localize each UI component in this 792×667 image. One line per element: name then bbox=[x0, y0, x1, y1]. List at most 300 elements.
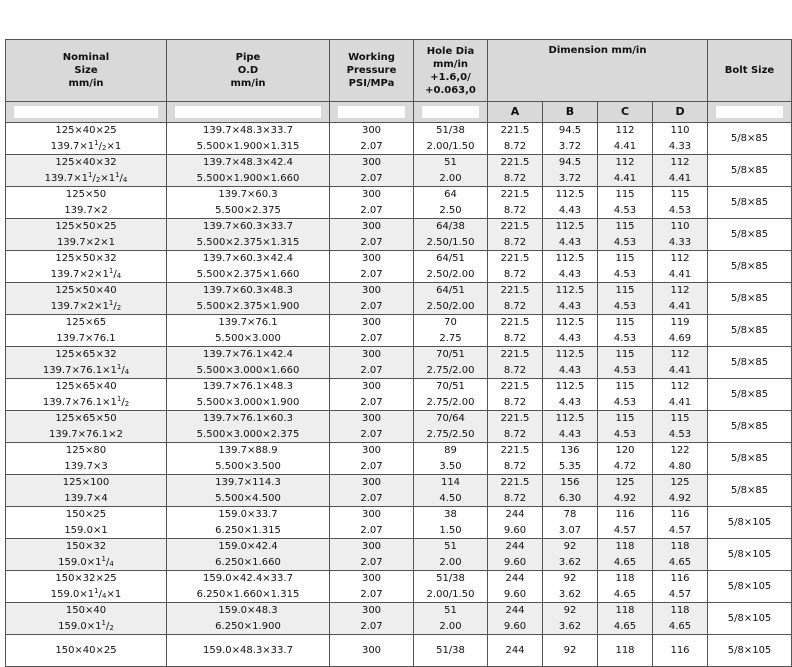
working-pressure-cell-in: 2.07 bbox=[360, 204, 383, 216]
hole-dia-cell-in: 3.50 bbox=[439, 460, 462, 472]
dimension-a-cell bbox=[488, 603, 543, 635]
nominal-size-cell bbox=[6, 443, 167, 475]
nominal-size-cell bbox=[6, 155, 167, 187]
dimension-a-cell-in: 8.72 bbox=[503, 364, 527, 376]
hole-dia-cell-mm: 70/51 bbox=[436, 349, 465, 360]
hole-dia-cell-in: 2.75/2.50 bbox=[426, 428, 475, 440]
bolt-size-cell: 5/8×85 bbox=[708, 315, 792, 347]
nominal-size-cell-mm: 125×50×40 bbox=[55, 285, 117, 296]
subheader-a: A bbox=[488, 102, 543, 123]
dimension-b-cell bbox=[543, 571, 598, 603]
nominal-size-cell-in: $139.7\times 76.1\times 1^1/_4$ bbox=[42, 362, 130, 376]
hole-dia-cell bbox=[414, 283, 488, 315]
dimension-d-cell-in: 4.53 bbox=[668, 428, 692, 440]
dimension-a-cell-mm: 221.5 bbox=[500, 285, 530, 296]
dimension-d-cell-in: 4.57 bbox=[668, 588, 692, 600]
dimension-b-cell bbox=[543, 411, 598, 443]
table-row bbox=[6, 219, 792, 251]
dimension-c-cell-mm: 115 bbox=[615, 253, 635, 264]
hole-dia-cell bbox=[414, 315, 488, 347]
pipe-od-cell bbox=[167, 219, 330, 251]
dimension-b-cell-in: 4.43 bbox=[558, 396, 582, 408]
bolt-size-cell: 5/8×105 bbox=[708, 507, 792, 539]
hole-dia-cell-mm: 51 bbox=[444, 605, 457, 616]
dimension-c-cell bbox=[598, 379, 653, 411]
hole-dia-cell-mm: 51 bbox=[444, 541, 457, 552]
table-body bbox=[6, 123, 792, 667]
dimension-d-cell-mm: 119 bbox=[670, 317, 690, 328]
header-hole-dia: Hole Dia mm/in +1.6,0/ +0.063,0 bbox=[414, 40, 488, 102]
hole-dia-cell-in: 2.75/2.00 bbox=[426, 396, 475, 408]
dimension-d-cell-in: 4.65 bbox=[668, 556, 692, 568]
dimension-b-cell-in: 3.62 bbox=[558, 588, 582, 600]
dimension-a-cell bbox=[488, 635, 543, 667]
dimension-b-cell-in: 3.72 bbox=[558, 140, 582, 152]
hole-dia-cell-in: 2.00 bbox=[439, 620, 462, 632]
table-row bbox=[6, 507, 792, 539]
working-pressure-cell-in: 2.07 bbox=[360, 460, 383, 472]
pipe-od-cell-mm: 159.0×42.4×33.7 bbox=[203, 573, 293, 584]
dimension-a-cell-in: 8.72 bbox=[503, 332, 527, 344]
dimension-b-cell-mm: 112.5 bbox=[555, 285, 585, 296]
subheader-blank bbox=[708, 102, 792, 123]
working-pressure-cell bbox=[330, 347, 414, 379]
dimension-c-cell bbox=[598, 475, 653, 507]
dimension-d-cell-mm: 122 bbox=[670, 445, 690, 456]
hole-dia-cell-mm: 70/51 bbox=[436, 381, 465, 392]
hole-dia-cell-mm: 64 bbox=[444, 189, 457, 200]
dimension-d-cell bbox=[653, 411, 708, 443]
dimension-d-cell-mm: 115 bbox=[670, 189, 690, 200]
working-pressure-cell-mm: 300 bbox=[361, 253, 382, 264]
dimension-d-cell bbox=[653, 251, 708, 283]
hole-dia-cell bbox=[414, 347, 488, 379]
dimension-a-cell bbox=[488, 187, 543, 219]
dimension-c-cell-mm: 115 bbox=[615, 413, 635, 424]
dimension-b-cell-in: 6.30 bbox=[558, 492, 582, 504]
nominal-size-cell-mm: 150×32×25 bbox=[55, 573, 117, 584]
working-pressure-cell-mm: 300 bbox=[361, 317, 382, 328]
dimension-c-cell-mm: 115 bbox=[615, 317, 635, 328]
working-pressure-cell-in: 2.07 bbox=[360, 396, 383, 408]
pipe-od-cell-mm: 139.7×60.3×33.7 bbox=[203, 221, 293, 232]
bolt-size-cell: 5/8×85 bbox=[708, 187, 792, 219]
dimension-c-cell-mm: 115 bbox=[615, 189, 635, 200]
nominal-size-cell bbox=[6, 475, 167, 507]
hole-dia-cell-mm: 64/38 bbox=[436, 221, 465, 232]
dimension-b-cell-in: 4.43 bbox=[558, 428, 582, 440]
pipe-od-cell-mm: 139.7×60.3×48.3 bbox=[203, 285, 293, 296]
working-pressure-cell bbox=[330, 187, 414, 219]
pipe-od-cell bbox=[167, 603, 330, 635]
working-pressure-cell-mm: 300 bbox=[361, 445, 382, 456]
nominal-size-cell-mm: 125×65 bbox=[65, 317, 107, 328]
working-pressure-cell bbox=[330, 315, 414, 347]
pipe-od-cell-in: 5.500×2.375×1.900 bbox=[196, 300, 300, 312]
dimension-d-cell-in: 4.69 bbox=[668, 332, 692, 344]
working-pressure-cell-in: 2.07 bbox=[360, 172, 383, 184]
pipe-od-cell-in: 5.500×2.375×1.315 bbox=[196, 236, 300, 248]
dimension-c-cell bbox=[598, 635, 653, 667]
dimension-b-cell-mm: 92 bbox=[563, 605, 577, 616]
dimension-d-cell-in: 4.41 bbox=[668, 364, 692, 376]
dimension-c-cell-mm: 115 bbox=[615, 381, 635, 392]
table-row bbox=[6, 443, 792, 475]
hole-dia-cell-mm: 89 bbox=[444, 445, 457, 456]
dimension-d-cell-mm: 112 bbox=[670, 381, 690, 392]
dimension-b-cell bbox=[543, 443, 598, 475]
bolt-size-cell: 5/8×85 bbox=[708, 283, 792, 315]
dimension-d-cell-mm: 112 bbox=[670, 285, 690, 296]
dimension-c-cell bbox=[598, 603, 653, 635]
nominal-size-cell bbox=[6, 283, 167, 315]
pipe-od-cell-in: 6.250×1.660 bbox=[215, 556, 281, 568]
dimension-c-cell-mm: 115 bbox=[615, 221, 635, 232]
pipe-od-cell-mm: 159.0×48.3×33.7 bbox=[203, 644, 293, 656]
dimension-b-cell bbox=[543, 155, 598, 187]
working-pressure-cell-in: 2.07 bbox=[360, 524, 383, 536]
nominal-size-cell bbox=[6, 539, 167, 571]
dimension-a-cell bbox=[488, 347, 543, 379]
hole-dia-cell-in: 2.50/2.00 bbox=[426, 300, 475, 312]
dimension-c-cell-mm: 120 bbox=[615, 445, 635, 456]
working-pressure-cell-mm: 300 bbox=[361, 644, 382, 656]
dimension-c-cell bbox=[598, 411, 653, 443]
hole-dia-cell-mm: 51/38 bbox=[436, 125, 465, 136]
dimension-c-cell bbox=[598, 123, 653, 155]
pipe-od-cell-in: 5.500×3.500 bbox=[215, 460, 281, 472]
pipe-od-cell-in: 5.500×2.375×1.660 bbox=[196, 268, 300, 280]
dimension-b-cell-mm: 92 bbox=[563, 541, 577, 552]
pipe-od-cell-in: 5.500×1.900×1.315 bbox=[196, 140, 300, 152]
dimension-b-cell bbox=[543, 251, 598, 283]
working-pressure-cell-in: 2.07 bbox=[360, 556, 383, 568]
working-pressure-cell-mm: 300 bbox=[361, 125, 382, 136]
dimension-b-cell bbox=[543, 347, 598, 379]
dimension-c-cell bbox=[598, 251, 653, 283]
pipe-od-cell-in: 5.500×3.000×2.375 bbox=[196, 428, 300, 440]
dimension-d-cell bbox=[653, 283, 708, 315]
nominal-size-cell-in: $139.7\times 2\times 1^1/_4$ bbox=[50, 266, 122, 280]
dimension-table bbox=[5, 39, 792, 667]
dimension-a-cell-in: 8.72 bbox=[503, 172, 527, 184]
pipe-od-cell-mm: 139.7×76.1 bbox=[218, 317, 278, 328]
header-pipe-od: Pipe O.D mm/in bbox=[167, 40, 330, 102]
pipe-od-cell-in: 6.250×1.900 bbox=[215, 620, 281, 632]
working-pressure-cell-in: 2.07 bbox=[360, 236, 383, 248]
pipe-od-cell-mm: 139.7×60.3×42.4 bbox=[203, 253, 293, 264]
bolt-size-cell: 5/8×105 bbox=[708, 539, 792, 571]
dimension-d-cell-mm: 112 bbox=[670, 157, 690, 168]
dimension-b-cell-in: 3.72 bbox=[558, 172, 582, 184]
dimension-b-cell-mm: 136 bbox=[560, 445, 580, 456]
dimension-d-cell bbox=[653, 475, 708, 507]
dimension-d-cell-mm: 115 bbox=[670, 413, 690, 424]
dimension-d-cell bbox=[653, 187, 708, 219]
working-pressure-cell bbox=[330, 411, 414, 443]
working-pressure-cell-in: 2.07 bbox=[360, 332, 383, 344]
dimension-c-cell-in: 4.53 bbox=[613, 332, 637, 344]
table-row bbox=[6, 475, 792, 507]
dimension-a-cell-mm: 221.5 bbox=[500, 253, 530, 264]
dimension-c-cell-mm: 118 bbox=[615, 605, 635, 616]
nominal-size-cell-in: $159.0\times 1^1/_4$ bbox=[58, 554, 114, 568]
dimension-b-cell-mm: 78 bbox=[563, 509, 577, 520]
pipe-od-cell bbox=[167, 155, 330, 187]
dimension-b-cell-mm: 112.5 bbox=[555, 317, 585, 328]
dimension-c-cell bbox=[598, 571, 653, 603]
working-pressure-cell bbox=[330, 251, 414, 283]
dimension-b-cell bbox=[543, 507, 598, 539]
hole-dia-cell-in: 2.50/2.00 bbox=[426, 268, 475, 280]
dimension-a-cell-in: 9.60 bbox=[503, 620, 527, 632]
dimension-a-cell bbox=[488, 155, 543, 187]
dimension-b-cell bbox=[543, 475, 598, 507]
working-pressure-cell-mm: 300 bbox=[361, 509, 382, 520]
dimension-a-cell-in: 8.72 bbox=[503, 428, 527, 440]
pipe-od-cell bbox=[167, 507, 330, 539]
dimension-d-cell-in: 4.80 bbox=[668, 460, 692, 472]
dimension-b-cell bbox=[543, 379, 598, 411]
working-pressure-cell-mm: 300 bbox=[361, 157, 382, 168]
header-nominal-size: Nominal Size mm/in bbox=[6, 40, 167, 102]
dimension-c-cell-in: 4.65 bbox=[613, 556, 637, 568]
working-pressure-cell-in: 2.07 bbox=[360, 492, 383, 504]
hole-dia-cell bbox=[414, 603, 488, 635]
pipe-od-cell-mm: 159.0×42.4 bbox=[218, 541, 278, 552]
nominal-size-cell bbox=[6, 123, 167, 155]
dimension-a-cell-mm: 221.5 bbox=[500, 317, 530, 328]
nominal-size-cell bbox=[6, 219, 167, 251]
dimension-d-cell bbox=[653, 635, 708, 667]
table-row bbox=[6, 411, 792, 443]
dimension-a-cell bbox=[488, 379, 543, 411]
dimension-c-cell-in: 4.53 bbox=[613, 204, 637, 216]
working-pressure-cell bbox=[330, 155, 414, 187]
dimension-c-cell-in: 4.53 bbox=[613, 396, 637, 408]
nominal-size-cell-in: $159.0\times 1^1/_2$ bbox=[58, 618, 114, 632]
dimension-b-cell-in: 3.62 bbox=[558, 556, 582, 568]
subheader-b: B bbox=[543, 102, 598, 123]
dimension-a-cell bbox=[488, 507, 543, 539]
nominal-size-cell-mm: 125×65×50 bbox=[55, 413, 117, 424]
dimension-c-cell-mm: 112 bbox=[615, 157, 635, 168]
dimension-a-cell bbox=[488, 539, 543, 571]
dimension-c-cell-in: 4.53 bbox=[613, 428, 637, 440]
dimension-a-cell-in: 8.72 bbox=[503, 140, 527, 152]
hole-dia-cell-mm: 64/51 bbox=[436, 285, 465, 296]
nominal-size-cell bbox=[6, 507, 167, 539]
hole-dia-cell-mm: 51/38 bbox=[436, 573, 465, 584]
dimension-c-cell bbox=[598, 219, 653, 251]
dimension-b-cell-mm: 112.5 bbox=[555, 413, 585, 424]
bolt-size-cell: 5/8×105 bbox=[708, 635, 792, 667]
pipe-od-cell bbox=[167, 539, 330, 571]
dimension-b-cell-mm: 94.5 bbox=[558, 125, 582, 136]
working-pressure-cell-mm: 300 bbox=[361, 381, 382, 392]
dimension-d-cell bbox=[653, 603, 708, 635]
dimension-b-cell bbox=[543, 187, 598, 219]
working-pressure-cell-in: 2.07 bbox=[360, 364, 383, 376]
dimension-a-cell-mm: 221.5 bbox=[500, 413, 530, 424]
dimension-c-cell-mm: 115 bbox=[615, 285, 635, 296]
nominal-size-cell bbox=[6, 251, 167, 283]
working-pressure-cell bbox=[330, 603, 414, 635]
hole-dia-cell-mm: 70 bbox=[444, 317, 457, 328]
bolt-size-cell: 5/8×105 bbox=[708, 571, 792, 603]
dimension-b-cell-mm: 112.5 bbox=[555, 381, 585, 392]
dimension-c-cell-mm: 116 bbox=[615, 509, 635, 520]
nominal-size-cell-in: $159.0\times 1^1/_4\times 1$ bbox=[50, 586, 122, 600]
dimension-b-cell bbox=[543, 539, 598, 571]
bolt-size-cell: 5/8×85 bbox=[708, 411, 792, 443]
dimension-b-cell-in: 4.43 bbox=[558, 332, 582, 344]
nominal-size-cell-mm: 150×32 bbox=[65, 541, 107, 552]
subheader-c: C bbox=[598, 102, 653, 123]
dimension-b-cell-in: 5.35 bbox=[558, 460, 582, 472]
dimension-a-cell-mm: 221.5 bbox=[500, 189, 530, 200]
nominal-size-cell-mm: 125×40×25 bbox=[55, 125, 117, 136]
dimension-d-cell bbox=[653, 539, 708, 571]
dimension-a-cell-mm: 221.5 bbox=[500, 477, 530, 488]
dimension-d-cell bbox=[653, 379, 708, 411]
pipe-od-cell-mm: 159.0×33.7 bbox=[218, 509, 278, 520]
dimension-d-cell bbox=[653, 155, 708, 187]
dimension-c-cell bbox=[598, 315, 653, 347]
working-pressure-cell-in: 2.07 bbox=[360, 620, 383, 632]
hole-dia-cell-mm: 114 bbox=[440, 477, 461, 488]
hole-dia-cell-mm: 51 bbox=[444, 157, 457, 168]
nominal-size-cell bbox=[6, 187, 167, 219]
pipe-od-cell-in: 5.500×3.000×1.660 bbox=[196, 364, 300, 376]
dimension-b-cell-mm: 112.5 bbox=[555, 349, 585, 360]
nominal-size-cell-mm: 150×40 bbox=[65, 605, 107, 616]
hole-dia-cell bbox=[414, 539, 488, 571]
dimension-c-cell bbox=[598, 347, 653, 379]
hole-dia-cell-mm: 51/38 bbox=[436, 644, 465, 656]
dimension-d-cell-in: 4.92 bbox=[668, 492, 692, 504]
nominal-size-cell-in: 159.0×1 bbox=[64, 524, 108, 536]
working-pressure-cell-mm: 300 bbox=[361, 285, 382, 296]
dimension-c-cell-in: 4.53 bbox=[613, 300, 637, 312]
bolt-size-cell: 5/8×85 bbox=[708, 123, 792, 155]
dimension-b-cell-in: 4.43 bbox=[558, 364, 582, 376]
bolt-size-cell: 5/8×85 bbox=[708, 443, 792, 475]
hole-dia-cell bbox=[414, 251, 488, 283]
hole-dia-cell bbox=[414, 187, 488, 219]
dimension-c-cell-in: 4.92 bbox=[613, 492, 637, 504]
hole-dia-cell-in: 2.00/1.50 bbox=[426, 588, 475, 600]
dimension-a-cell-mm: 244 bbox=[505, 573, 525, 584]
pipe-od-cell bbox=[167, 347, 330, 379]
pipe-od-cell-mm: 139.7×48.3×42.4 bbox=[203, 157, 293, 168]
header-dimension: Dimension mm/in bbox=[488, 40, 708, 102]
bolt-size-cell: 5/8×85 bbox=[708, 475, 792, 507]
dimension-c-cell-in: 4.57 bbox=[613, 524, 637, 536]
table-row bbox=[6, 251, 792, 283]
dimension-c-cell-mm: 118 bbox=[615, 541, 635, 552]
hole-dia-cell bbox=[414, 219, 488, 251]
dimension-c-cell-in: 4.53 bbox=[613, 236, 637, 248]
pipe-od-cell-in: 5.500×4.500 bbox=[215, 492, 281, 504]
pipe-od-cell bbox=[167, 251, 330, 283]
bolt-size-cell: 5/8×85 bbox=[708, 251, 792, 283]
pipe-od-cell bbox=[167, 475, 330, 507]
working-pressure-cell-in: 2.07 bbox=[360, 140, 383, 152]
dimension-d-cell-mm: 110 bbox=[670, 125, 690, 136]
dimension-a-cell-in: 9.60 bbox=[503, 524, 527, 536]
pipe-od-cell-mm: 139.7×60.3 bbox=[218, 189, 278, 200]
working-pressure-cell-mm: 300 bbox=[361, 573, 382, 584]
bolt-size-cell: 5/8×85 bbox=[708, 155, 792, 187]
pipe-od-cell-mm: 139.7×76.1×42.4 bbox=[203, 349, 293, 360]
hole-dia-cell-in: 1.50 bbox=[439, 524, 462, 536]
dimension-c-cell bbox=[598, 539, 653, 571]
dimension-a-cell-in: 8.72 bbox=[503, 396, 527, 408]
table-row bbox=[6, 123, 792, 155]
pipe-od-cell bbox=[167, 571, 330, 603]
dimension-b-cell bbox=[543, 283, 598, 315]
nominal-size-cell-mm: 125×40×32 bbox=[55, 157, 117, 168]
dimension-c-cell-mm: 125 bbox=[615, 477, 635, 488]
hole-dia-cell-in: 4.50 bbox=[439, 492, 462, 504]
dimension-c-cell-in: 4.72 bbox=[613, 460, 637, 472]
dimension-d-cell-in: 4.33 bbox=[668, 140, 692, 152]
dimension-d-cell-mm: 118 bbox=[670, 541, 690, 552]
nominal-size-cell-mm: 125×65×40 bbox=[55, 381, 117, 392]
working-pressure-cell bbox=[330, 507, 414, 539]
dimension-b-cell-in: 3.62 bbox=[558, 620, 582, 632]
dimension-d-cell-mm: 116 bbox=[670, 644, 690, 656]
dimension-c-cell-mm: 118 bbox=[615, 573, 635, 584]
table-row bbox=[6, 539, 792, 571]
dimension-b-cell bbox=[543, 219, 598, 251]
dimension-a-cell bbox=[488, 219, 543, 251]
bolt-size-cell: 5/8×85 bbox=[708, 347, 792, 379]
pipe-od-cell-in: 6.250×1.315 bbox=[215, 524, 281, 536]
dimension-a-cell bbox=[488, 571, 543, 603]
nominal-size-cell-mm: 150×25 bbox=[65, 509, 107, 520]
dimension-a-cell-mm: 221.5 bbox=[500, 381, 530, 392]
dimension-a-cell-in: 9.60 bbox=[503, 556, 527, 568]
hole-dia-cell bbox=[414, 379, 488, 411]
dimension-d-cell-mm: 112 bbox=[670, 253, 690, 264]
dimension-b-cell-mm: 112.5 bbox=[555, 253, 585, 264]
nominal-size-cell-in: $139.7\times 1^1/_2\times 1^1/_4$ bbox=[44, 170, 128, 184]
nominal-size-cell-in: 139.7×4 bbox=[64, 492, 108, 504]
bolt-size-cell: 5/8×105 bbox=[708, 603, 792, 635]
hole-dia-cell-in: 2.00 bbox=[439, 556, 462, 568]
nominal-size-cell bbox=[6, 635, 167, 667]
pipe-od-cell bbox=[167, 315, 330, 347]
working-pressure-cell-in: 2.07 bbox=[360, 268, 383, 280]
dimension-b-cell-in: 4.43 bbox=[558, 300, 582, 312]
dimension-c-cell bbox=[598, 283, 653, 315]
pipe-od-cell-in: 5.500×3.000 bbox=[215, 332, 281, 344]
working-pressure-cell bbox=[330, 283, 414, 315]
working-pressure-cell-mm: 300 bbox=[361, 413, 382, 424]
pipe-od-cell bbox=[167, 283, 330, 315]
nominal-size-cell-in: $139.7\times 2\times 1^1/_2$ bbox=[50, 298, 122, 312]
nominal-size-cell-mm: 125×50×32 bbox=[55, 253, 117, 264]
dimension-c-cell bbox=[598, 443, 653, 475]
dimension-d-cell-mm: 116 bbox=[670, 573, 690, 584]
dimension-b-cell-in: 3.07 bbox=[558, 524, 582, 536]
table-row bbox=[6, 347, 792, 379]
hole-dia-cell bbox=[414, 475, 488, 507]
bolt-size-cell: 5/8×85 bbox=[708, 379, 792, 411]
nominal-size-cell-mm: 125×80 bbox=[65, 445, 107, 456]
